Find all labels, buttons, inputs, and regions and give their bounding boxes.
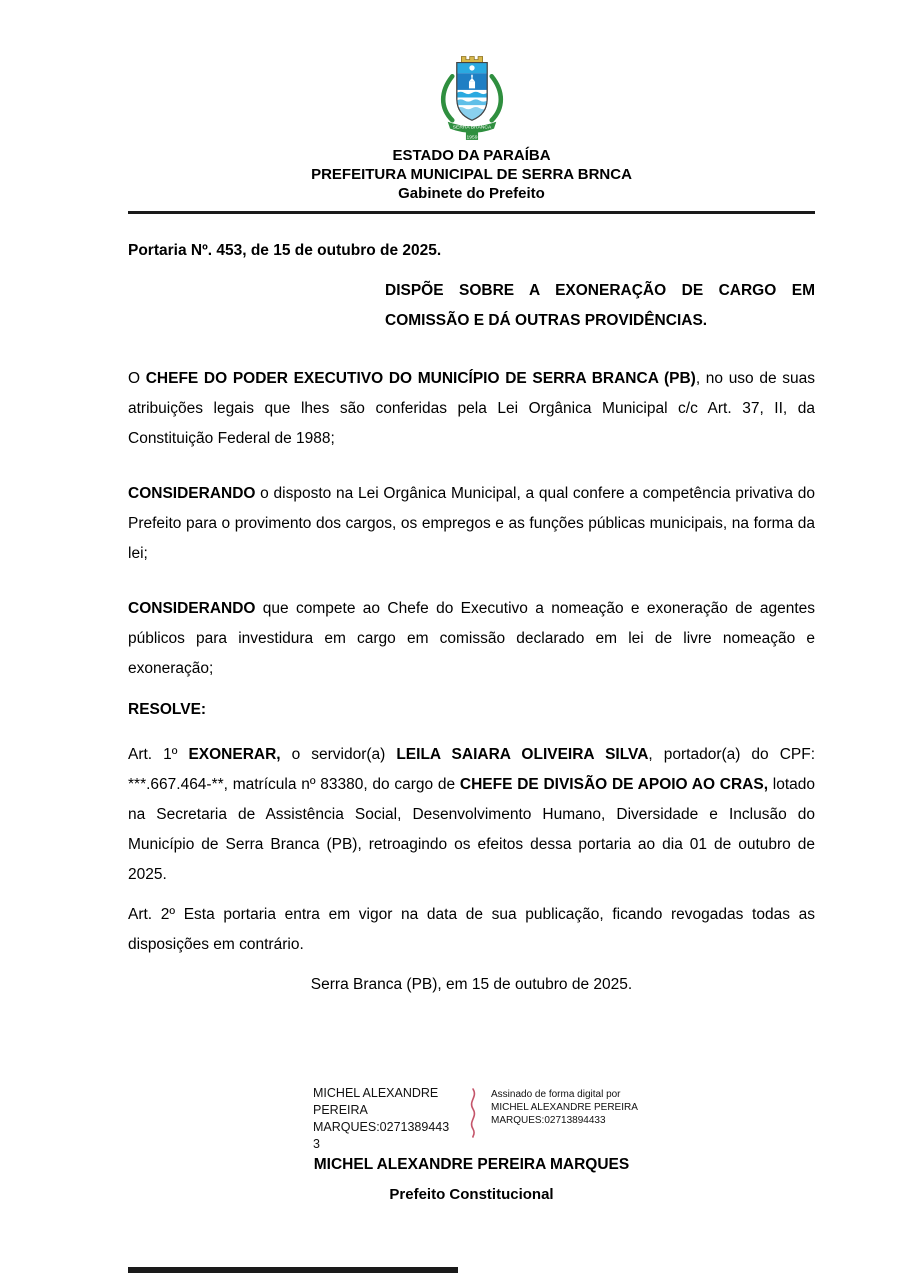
page-bottom-edge-artifact [128,1267,458,1273]
coat-of-arms [128,52,815,144]
digital-signature-stamp[interactable] [313,1085,815,1153]
place-date-line: Serra Branca (PB), em 15 de outubro de 2025. [310,976,633,993]
article-1-paragraph: Art. 1º EXONERAR, o servidor(a) LEILA SAIARA OLIVEIRA SILVA, portador(a) do CPF: ***.667.464-**, matrícula nº 83380, do cargo de CHEFE DE DIVISÃO DE APOIO AO CRAS, lotado na Secretaria de Assistência Social, Desenvolvimento Humano, Diversidade e Inclusão do Município de Serra Branca (PB), retroagindo os efeitos dessa portaria ao dia 01 de outubro de 2025. [128,746,816,883]
coat-of-arms-graphic [434,52,510,146]
considerando-1-paragraph: CONSIDERANDO o disposto na Lei Orgânica Municipal, a qual confere a competência privativa do Prefeito para o provimento dos cargos, os empregos e as funções públicas municipais, na forma da lei; [128,485,815,562]
digital-signature-id: MICHEL ALEXANDRE PEREIRA MARQUES:02713894433 [313,1086,450,1151]
crest-crown [461,57,482,63]
considerando-2-paragraph: CONSIDERANDO que compete ao Chefe do Executivo a nomeação e exoneração de agentes públicos para investidura em cargo em comissão declarado em lei de livre nomeação e exoneração; [128,600,815,677]
crest-year-text: 1959 [466,135,477,141]
portaria-title: Portaria Nº. 453, de 15 de outubro de 2025. [128,242,442,259]
resolve-heading: RESOLVE: [128,701,207,718]
signer-name: MICHEL ALEXANDRE PEREIRA MARQUES [313,1156,630,1173]
signature-flourish-icon [465,1087,481,1144]
crest-church [468,82,474,89]
article-2-paragraph: Art. 2º Esta portaria entra em vigor na data de sua publicação, ficando revogadas todas as disposições em contrário. [128,906,815,953]
header-divider [128,211,815,214]
letterhead-municipality: PREFEITURA MUNICIPAL DE SERRA BRNCA [311,166,632,183]
digital-signature-note: Assinado de forma digital por MICHEL ALEXANDRE PEREIRA MARQUES:02713894433 [491,1089,638,1126]
crest-branch-right [491,76,500,120]
letterhead [128,146,815,203]
letterhead-state: ESTADO DA PARAÍBA [392,147,551,164]
crest-ribbon-text: SERRA BRANCA [452,125,491,131]
letterhead-office: Gabinete do Prefeito [398,185,545,202]
preamble-paragraph: O CHEFE DO PODER EXECUTIVO DO MUNICÍPIO DE SERRA BRANCA (PB), no uso de suas atribuições legais que lhes são conferidas pela Lei Orgânica Municipal c/c Art. 37, II, da Constituição Federal de 1988; [128,370,815,447]
epigraph: DISPÕE SOBRE A EXONERAÇÃO DE CARGO EM COMISSÃO E DÁ OUTRAS PROVIDÊNCIAS. [385,282,815,329]
signer-role: Prefeito Constitucional [389,1186,554,1203]
crest-branch-left [443,76,452,120]
